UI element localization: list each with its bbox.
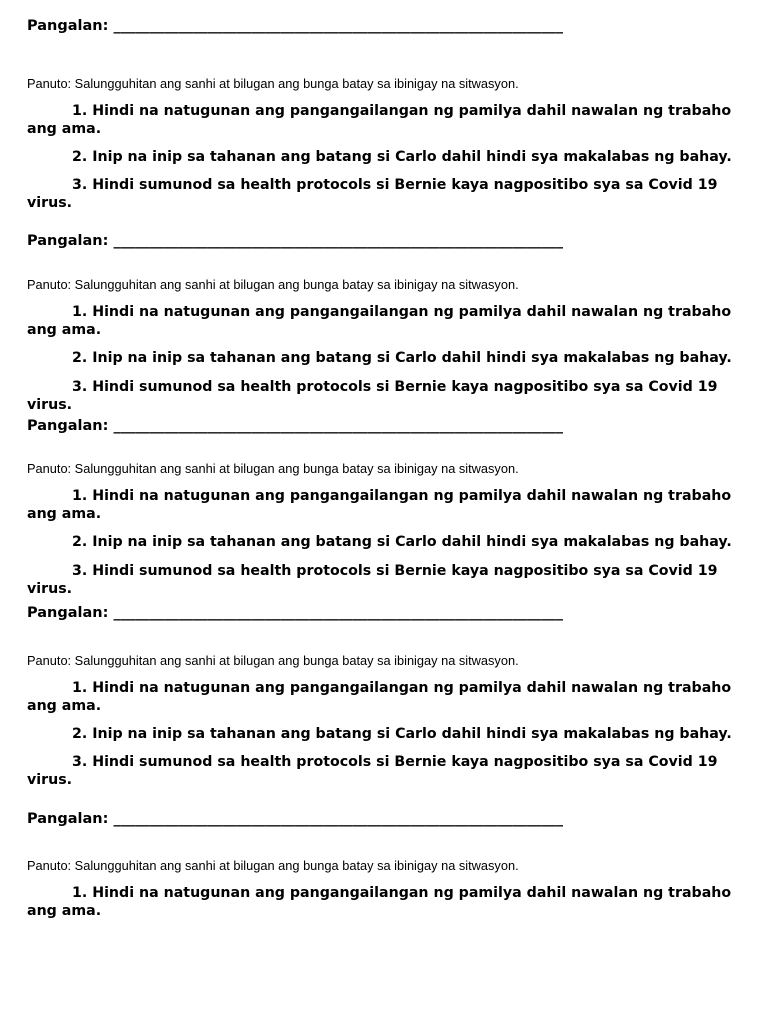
worksheet-block-2 xyxy=(27,232,749,413)
instruction: Panuto: Salungguhitan ang sanhi at bilugan ang bunga batay sa ibinigay na sitwasyon. xyxy=(27,858,519,873)
name-label: Pangalan: xyxy=(27,811,109,827)
name-line xyxy=(27,810,749,828)
item-2: 2. Inip na inip sa tahanan ang batang si Carlo dahil hindi sya makalabas ng bahay. xyxy=(72,350,732,366)
instruction: Panuto: Salungguhitan ang sanhi at bilugan ang bunga batay sa ibinigay na sitwasyon. xyxy=(27,277,519,292)
name-blank: ______________________________________________________________ xyxy=(113,418,563,434)
name-line xyxy=(27,232,749,250)
name-line xyxy=(27,17,749,35)
name-blank: ______________________________________________________________ xyxy=(113,811,563,827)
worksheet-block-1 xyxy=(27,17,749,211)
worksheet-block-4 xyxy=(27,604,749,788)
instruction: Panuto: Salungguhitan ang sanhi at bilugan ang bunga batay sa ibinigay na sitwasyon. xyxy=(27,461,519,476)
item-2: 2. Inip na inip sa tahanan ang batang si Carlo dahil hindi sya makalabas ng bahay. xyxy=(72,534,732,550)
item-3: 3. Hindi sumunod sa health protocols si Bernie kaya nagpositibo sya sa Covid 19 virus. xyxy=(27,177,718,211)
name-label: Pangalan: xyxy=(27,605,109,621)
instruction: Panuto: Salungguhitan ang sanhi at bilugan ang bunga batay sa ibinigay na sitwasyon. xyxy=(27,653,519,668)
item-1: 1. Hindi na natugunan ang pangangailangan ng pamilya dahil nawalan ng trabaho ang ama. xyxy=(27,304,732,338)
item-2: 2. Inip na inip sa tahanan ang batang si Carlo dahil hindi sya makalabas ng bahay. xyxy=(72,149,732,165)
name-line xyxy=(27,604,749,622)
item-1: 1. Hindi na natugunan ang pangangailangan ng pamilya dahil nawalan ng trabaho ang ama. xyxy=(27,488,732,522)
name-blank: ______________________________________________________________ xyxy=(113,605,563,621)
name-blank: ______________________________________________________________ xyxy=(113,18,563,34)
item-1: 1. Hindi na natugunan ang pangangailangan ng pamilya dahil nawalan ng trabaho ang ama. xyxy=(27,103,732,137)
name-blank: ______________________________________________________________ xyxy=(113,233,563,249)
name-label: Pangalan: xyxy=(27,233,109,249)
item-1: 1. Hindi na natugunan ang pangangailangan ng pamilya dahil nawalan ng trabaho ang ama. xyxy=(27,680,732,714)
item-1: 1. Hindi na natugunan ang pangangailangan ng pamilya dahil nawalan ng trabaho ang ama. xyxy=(27,885,732,919)
worksheet-block-5 xyxy=(27,810,749,919)
name-label: Pangalan: xyxy=(27,418,109,434)
worksheet-block-3 xyxy=(27,417,749,597)
item-2: 2. Inip na inip sa tahanan ang batang si Carlo dahil hindi sya makalabas ng bahay. xyxy=(72,726,732,742)
instruction: Panuto: Salungguhitan ang sanhi at bilugan ang bunga batay sa ibinigay na sitwasyon. xyxy=(27,76,519,91)
item-3: 3. Hindi sumunod sa health protocols si Bernie kaya nagpositibo sya sa Covid 19 virus. xyxy=(27,379,718,413)
item-3: 3. Hindi sumunod sa health protocols si Bernie kaya nagpositibo sya sa Covid 19 virus. xyxy=(27,754,718,788)
name-line xyxy=(27,417,749,435)
item-3: 3. Hindi sumunod sa health protocols si Bernie kaya nagpositibo sya sa Covid 19 virus. xyxy=(27,563,718,597)
name-label: Pangalan: xyxy=(27,18,109,34)
